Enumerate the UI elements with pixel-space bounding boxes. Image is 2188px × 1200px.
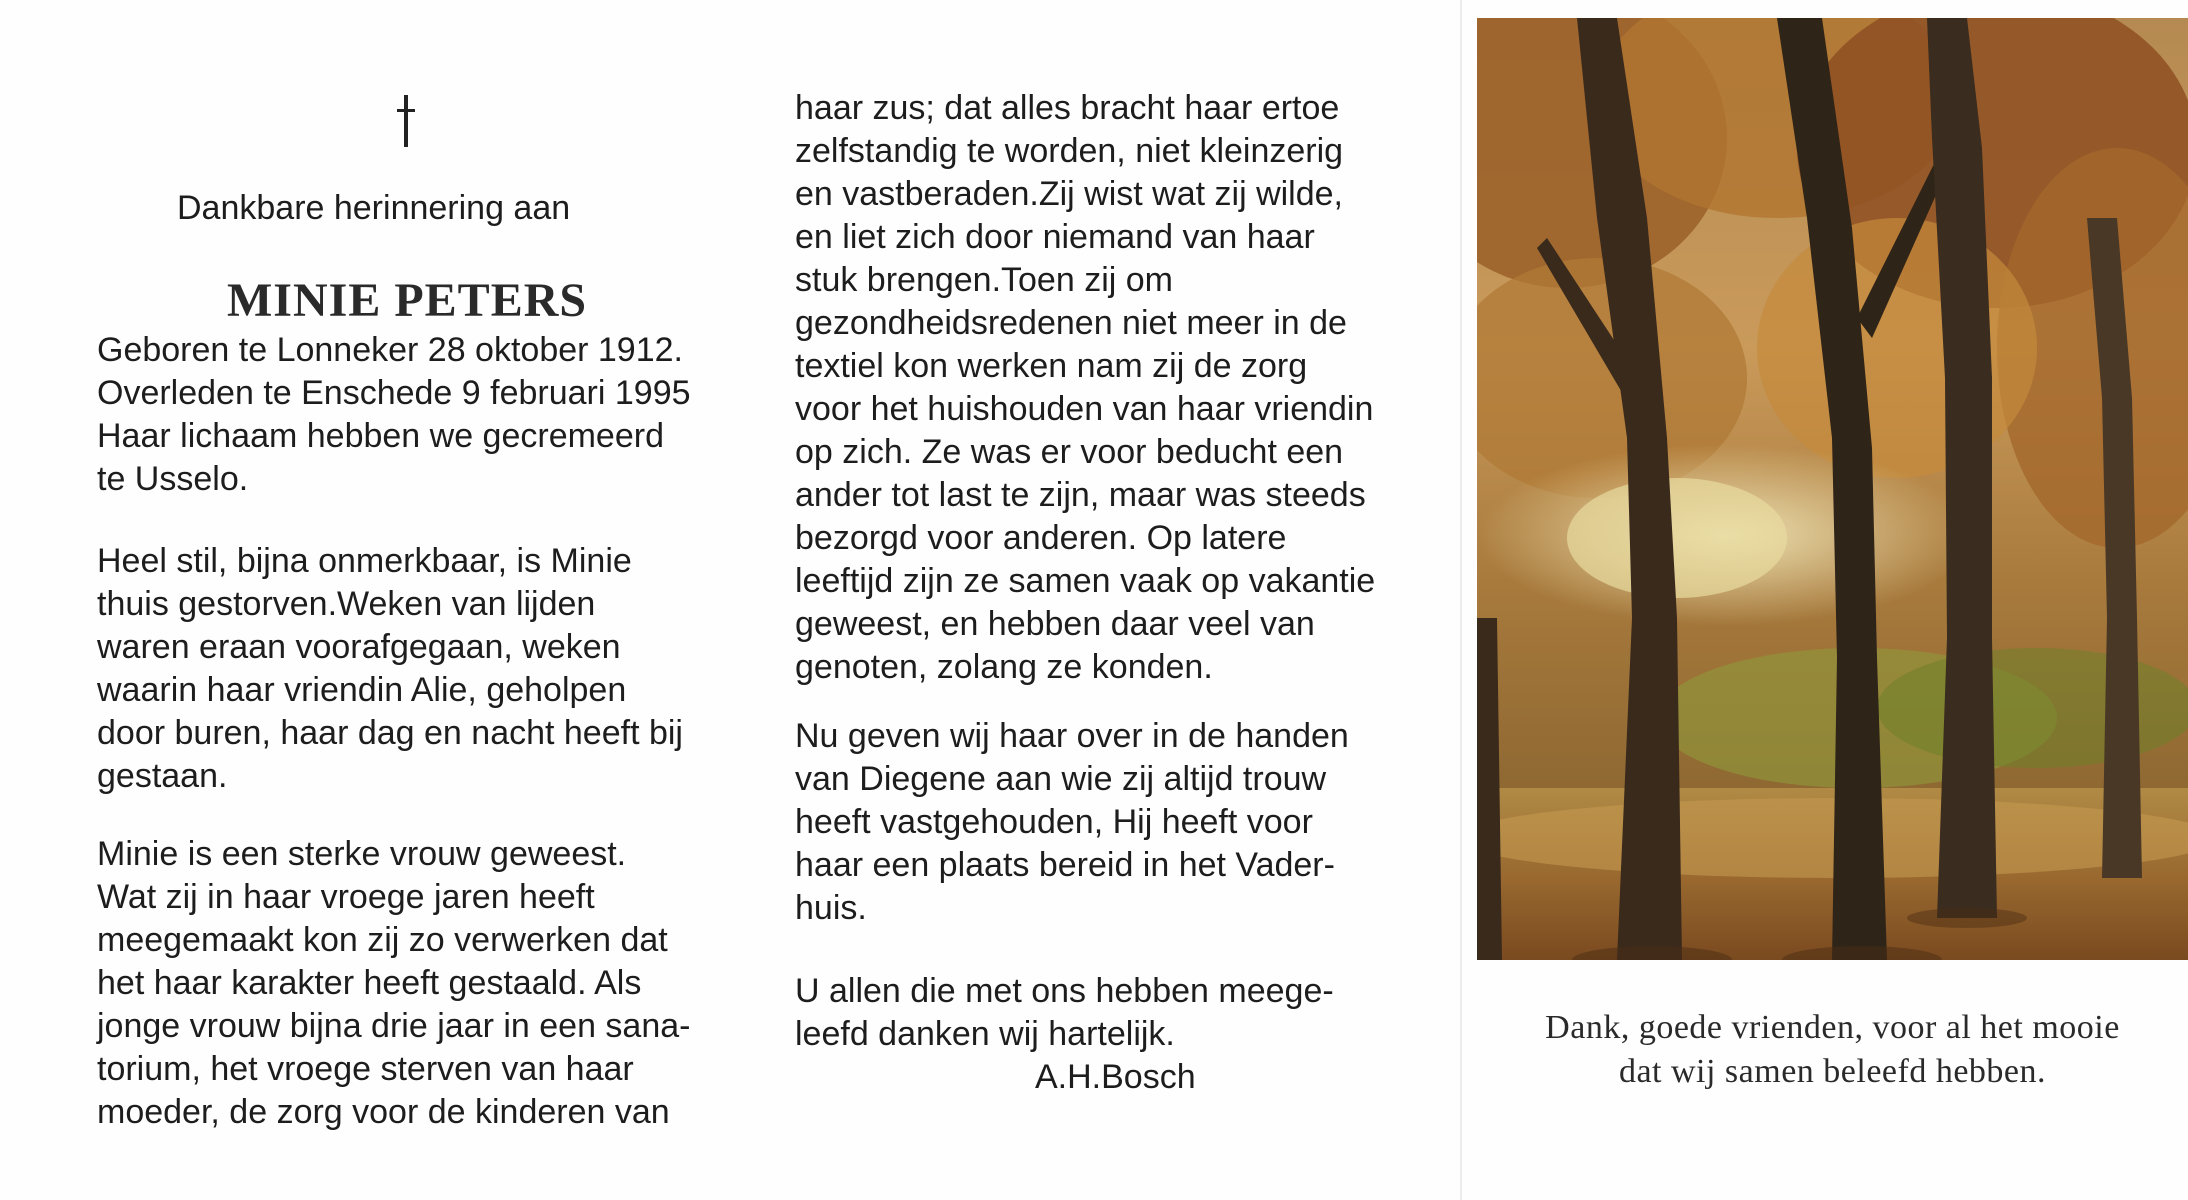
text-line: heeft vastgehouden, Hij heeft voor [795, 803, 1313, 841]
text-line: torium, het vroege sterven van haar [97, 1050, 634, 1088]
card-fold [1460, 0, 1462, 1200]
text-line: Heel stil, bijna onmerkbaar, is Minie [97, 542, 632, 580]
text-line: door buren, haar dag en nacht heeft bij [97, 714, 683, 752]
text-line: meegemaakt kon zij zo verwerken dat [97, 921, 668, 959]
autumn-trees-photo [1477, 18, 2188, 960]
text-line: stuk brengen.Toen zij om [795, 261, 1173, 299]
text-line: genoten, zolang ze konden. [795, 648, 1213, 686]
detail-line: Haar lichaam hebben we gecremeerd [97, 417, 664, 455]
text-line: ander tot last te zijn, maar was steeds [795, 476, 1366, 514]
text-line: waarin haar vriendin Alie, geholpen [97, 671, 627, 709]
text-line: en vastberaden.Zij wist wat zij wilde, [795, 175, 1344, 213]
detail-line: Geboren te Lonneker 28 oktober 1912. [97, 331, 683, 369]
text-line: jonge vrouw bijna drie jaar in een sana- [97, 1007, 691, 1045]
text-line: U allen die met ons hebben meege- [795, 972, 1334, 1010]
text-line: Nu geven wij haar over in de handen [795, 717, 1349, 755]
text-line: Minie is een sterke vrouw geweest. [97, 835, 627, 873]
paragraph-passing [97, 540, 737, 798]
paragraph-faith [795, 715, 1435, 930]
text-line: huis. [795, 889, 867, 927]
paragraph-continued [795, 87, 1435, 689]
signature: A.H.Bosch [1035, 1058, 1196, 1096]
text-line: op zich. Ze was er voor beducht een [795, 433, 1344, 471]
text-line: moeder, de zorg voor de kinderen van [97, 1093, 670, 1131]
cross-icon [395, 95, 417, 147]
text-line: thuis gestorven.Weken van lijden [97, 585, 596, 623]
text-line: Wat zij in haar vroege jaren heeft [97, 878, 595, 916]
text-line: textiel kon werken nam zij de zorg [795, 347, 1308, 385]
text-line: waren eraan voorafgegaan, weken [97, 628, 621, 666]
text-line: haar een plaats bereid in het Vader- [795, 846, 1335, 884]
deceased-name: MINIE PETERS [227, 274, 588, 327]
paragraph-thanks [795, 970, 1435, 1056]
text-line: het haar karakter heeft gestaald. Als [97, 964, 642, 1002]
birth-death-details [97, 329, 737, 501]
caption-line: dat wij samen beleefd hebben. [1618, 1053, 2047, 1090]
detail-line: te Usselo. [97, 460, 249, 498]
text-line: leeftijd zijn ze samen vaak op vakantie [795, 562, 1376, 600]
text-line: gestaan. [97, 757, 228, 795]
photo-caption [1477, 1006, 2188, 1094]
text-line: voor het huishouden van haar vriendin [795, 390, 1374, 428]
detail-line: Overleden te Enschede 9 februari 1995 [97, 374, 691, 412]
paragraph-life [97, 833, 737, 1134]
caption-line: Dank, goede vrienden, voor al het mooie [1545, 1009, 2120, 1046]
text-line: leefd danken wij hartelijk. [795, 1015, 1175, 1053]
text-line: zelfstandig te worden, niet kleinzerig [795, 132, 1344, 170]
text-line: gezondheidsredenen niet meer in de [795, 304, 1347, 342]
intro-line: Dankbare herinnering aan [177, 189, 571, 227]
text-line: haar zus; dat alles bracht haar ertoe [795, 89, 1340, 127]
text-line: en liet zich door niemand van haar [795, 218, 1315, 256]
text-line: geweest, en hebben daar veel van [795, 605, 1315, 643]
text-line: bezorgd voor anderen. Op latere [795, 519, 1287, 557]
text-line: van Diegene aan wie zij altijd trouw [795, 760, 1327, 798]
